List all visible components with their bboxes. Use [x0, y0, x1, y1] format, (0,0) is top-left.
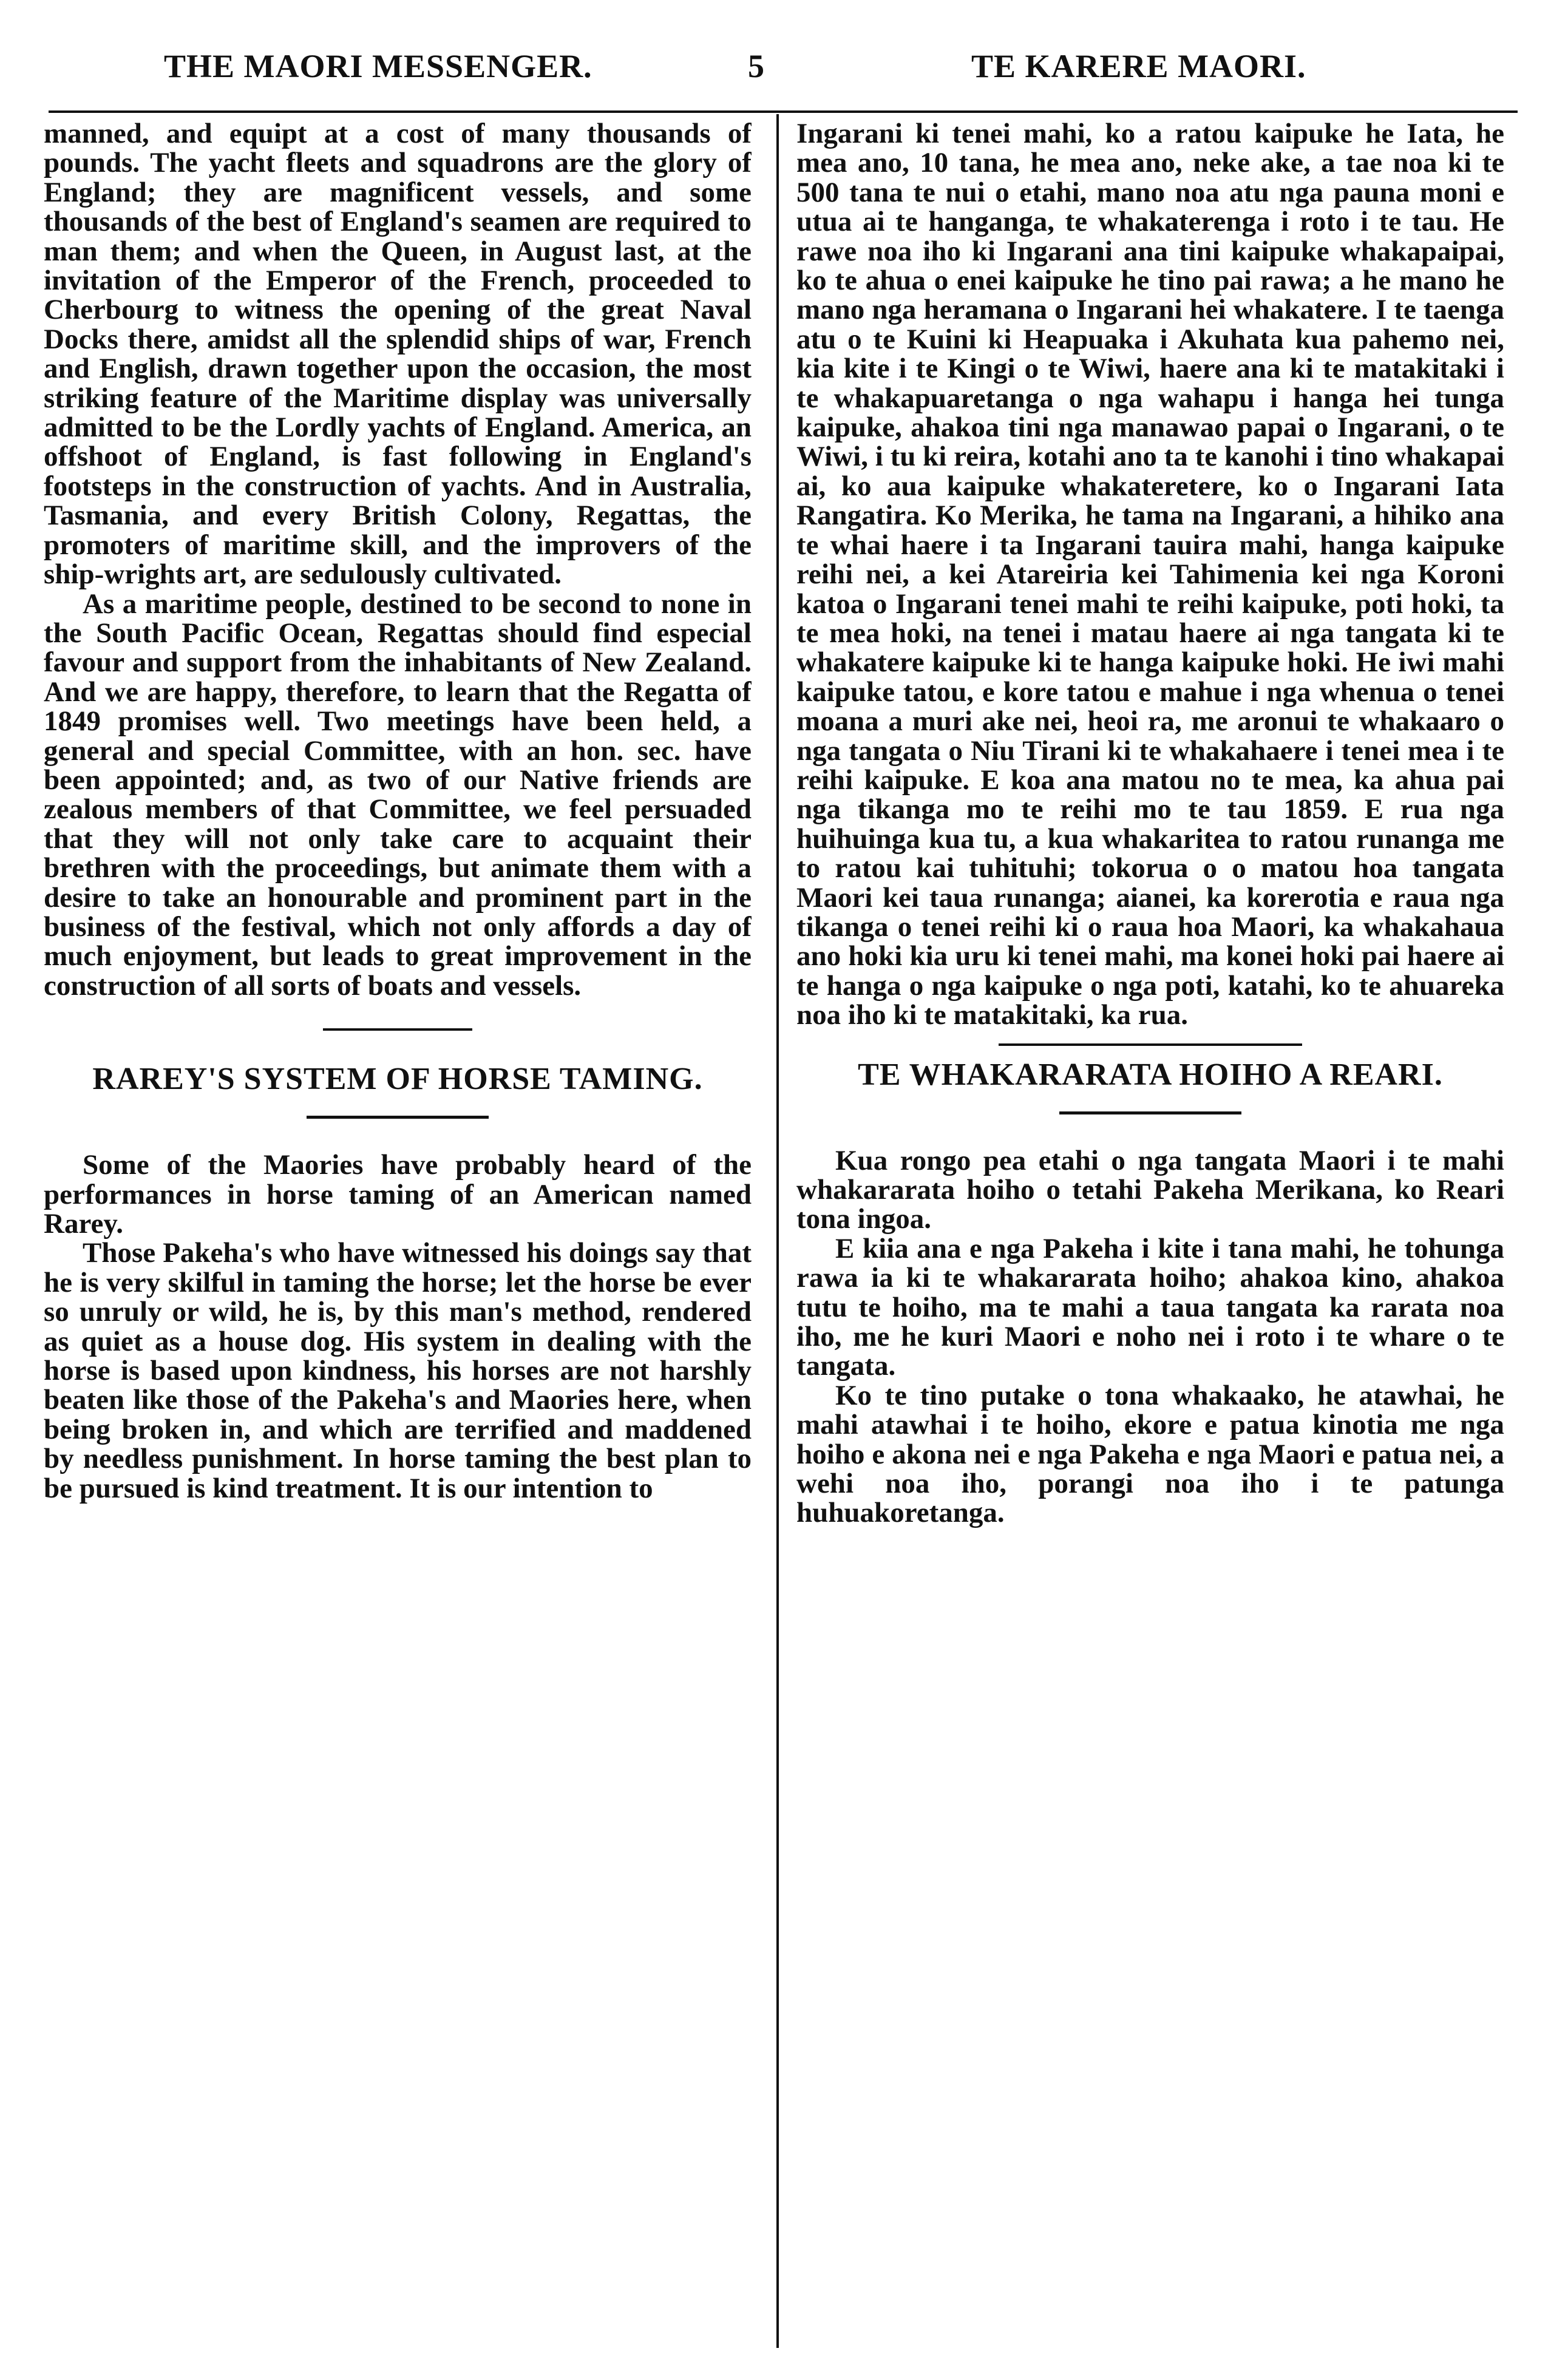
maori-column	[796, 119, 1504, 2353]
maori-masthead: TE KARERE MAORI.	[971, 48, 1306, 84]
reihi-paragraph-1: Ingarani ki tenei mahi, ko a ratou kaipuke he Iata, he mea ano, 10 tana, he mea ano, neke ake, a tae noa ki te 500 tana te nui o etahi, mano noa atu nga pauna moni e utua ai te hanganga, te whakaterenga i roto i te tau. He rawe noa iho ki Ingarani ana tini kaipuke whakapaipai, ko te ahua o enei kaipuke he tino pai rawa; a he mano he mano nga heramana o Ingarani hei whakatere. I te taenga atu o te Kuini ki Heapuaka i Akuhata kua pahemo nei, kia kite i te Kingi o te Wiwi, haere ana ki te matakitaki i te whakapuaretanga o nga wahapu i hanga hei tunga kaipuke, ahakoa tini nga manawao papai o Ingarani, o te Wiwi, i tu ki reira, kotahi ano ta te kanohi i tino whakapai ai, ko aua kaipuke whakateretere, ko o Ingarani Iata Rangatira. Ko Merika, he tama na Ingarani, a hihiko ana te whai haere i ta Ingarani tauira mahi, hanga kaipuke reihi nei, a kei Atareiria kei Tahimenia kei nga Koroni katoa o Ingarani tenei mahi te reihi kaipuke, poti hoki, ta te mea hoki, na tenei i matau haere ai nga tangata ki te whakatere kaipuke ki te hanga kaipuke hoki. He iwi mahi kaipuke tatou, e kore tatou e mahue i nga whenua o tenei moana a muri ake nei, heoi ra, me aronui te whakaaro o nga tangata o Niu Tirani ki te whakahaere i tenei mea i te reihi kaipuke. E koa ana matou no te mea, ka ahua pai nga tikanga mo te reihi mo te tau 1859. E rua nga huihuinga kua tu, a kua whakaritea to ratou runanga me to ratou kai tuhituhi; tokorua o o matou hoa tangata Maori kei taua runanga; aianei, ka korerotia e raua nga tikanga o tenei reihi ki o raua hoa Maori, ka whakahaua ano hoki kia uru ki tenei mahi, ma konei hoki pai haere ai te hanga o nga kaipuke o nga poti, katahi, ko te ahuareka noa iho ki te matakitaki, ka rua.	[796, 119, 1504, 1031]
regatta-paragraph-2: As a maritime people, destined to be second to none in the South Pacific Ocean, Regattas should find especial favour and support from the inhabitants of New Zealand. And we are happy, therefore, to learn that the Regatta of 1849 promises well. Two meetings have been held, a general and special Committee, with an hon. sec. have been appointed; and, as two of our Native friends are zealous members of that Committee, we feel persuaded that they will not only take care to acquaint their brethren with the proceedings, but animate them with a desire to take an honourable and prominent part in the business of the festival, which not only affords a day of much enjoyment, but leads to great improvement in the construction of all sorts of boats and vessels.	[44, 588, 752, 1002]
whakararata-paragraph-3: Ko te tino putake o tona whakaako, he atawhai, he mahi atawhai i te hoiho, ekore e patua kinotia me nga hoiho e akona nei e nga Pakeha e nga Maori e patua nei, a wehi noa iho, porangi noa iho i te patunga huhuakoretanga.	[796, 1379, 1504, 1529]
title-rule	[1059, 1111, 1241, 1114]
whakararata-paragraph-2: E kiia ana e nga Pakeha i kite i tana mahi, he tohunga rawa ia ki te whakararata hoiho; ahakoa kino, ahakoa tutu te hoiho, ma te mahi a taua tangata ka rarata noa iho, me he kuri Maori e noho nei i roto i te whare o te tangata.	[796, 1232, 1504, 1382]
whakararata-paragraph-1: Kua rongo pea etahi o nga tangata Maori i te mahi whakararata hoiho o tetahi Pakeha Merikana, ko Reari tona ingoa.	[796, 1144, 1504, 1235]
column-divider	[776, 114, 779, 2348]
horse-taming-paragraph-2: Those Pakeha's who have witnessed his doings say that he is very skilful in taming the horse; let the horse be ever so unruly or wild, he is, by this man's method, rendered as quiet as a house dog. His system in dealing with the horse is based upon kindness, his horses are not harshly beaten like those of the Pakeha's and Maories here, when being broken in, and which are terrified and maddened by needless punishment. In horse taming the best plan to be pursued is kind treatment. It is our intention to	[44, 1237, 752, 1504]
article-separator	[999, 1043, 1302, 1046]
header-rule	[49, 110, 1518, 113]
whakararata-title: TE WHAKARARATA HOIHO A REARI.	[858, 1057, 1443, 1092]
english-masthead: THE MAORI MESSENGER.	[164, 48, 592, 84]
page-number: 5	[748, 48, 765, 84]
running-header	[0, 47, 1568, 102]
horse-taming-title: RAREY'S SYSTEM OF HORSE TAMING.	[92, 1062, 703, 1097]
article-separator	[323, 1028, 472, 1031]
regatta-paragraph-1: manned, and equipt at a cost of many thousands of pounds. The yacht fleets and squadrons are the glory of England; they are magnificent vessels, and some thousands of the best of England's seamen are required to man them; and when the Queen, in August last, at the invitation of the Emperor of the French, proceeded to Cherbourg to witness the opening of the great Naval Docks there, amidst all the splendid ships of war, French and English, drawn together upon the occasion, the most striking feature of the Maritime display was universally admitted to be the Lordly yachts of England. America, an offshoot of England, is fast following in England's footsteps in the construction of yachts. And in Australia, Tasmania, and every British Colony, Regattas, the promoters of maritime skill, and the improvers of the ship-wrights art, are sedulously cultivated.	[44, 119, 752, 591]
title-rule	[307, 1116, 489, 1119]
horse-taming-paragraph-1: Some of the Maories have probably heard of the performances in horse taming of an American named Rarey.	[44, 1149, 752, 1240]
english-column	[44, 119, 752, 2353]
